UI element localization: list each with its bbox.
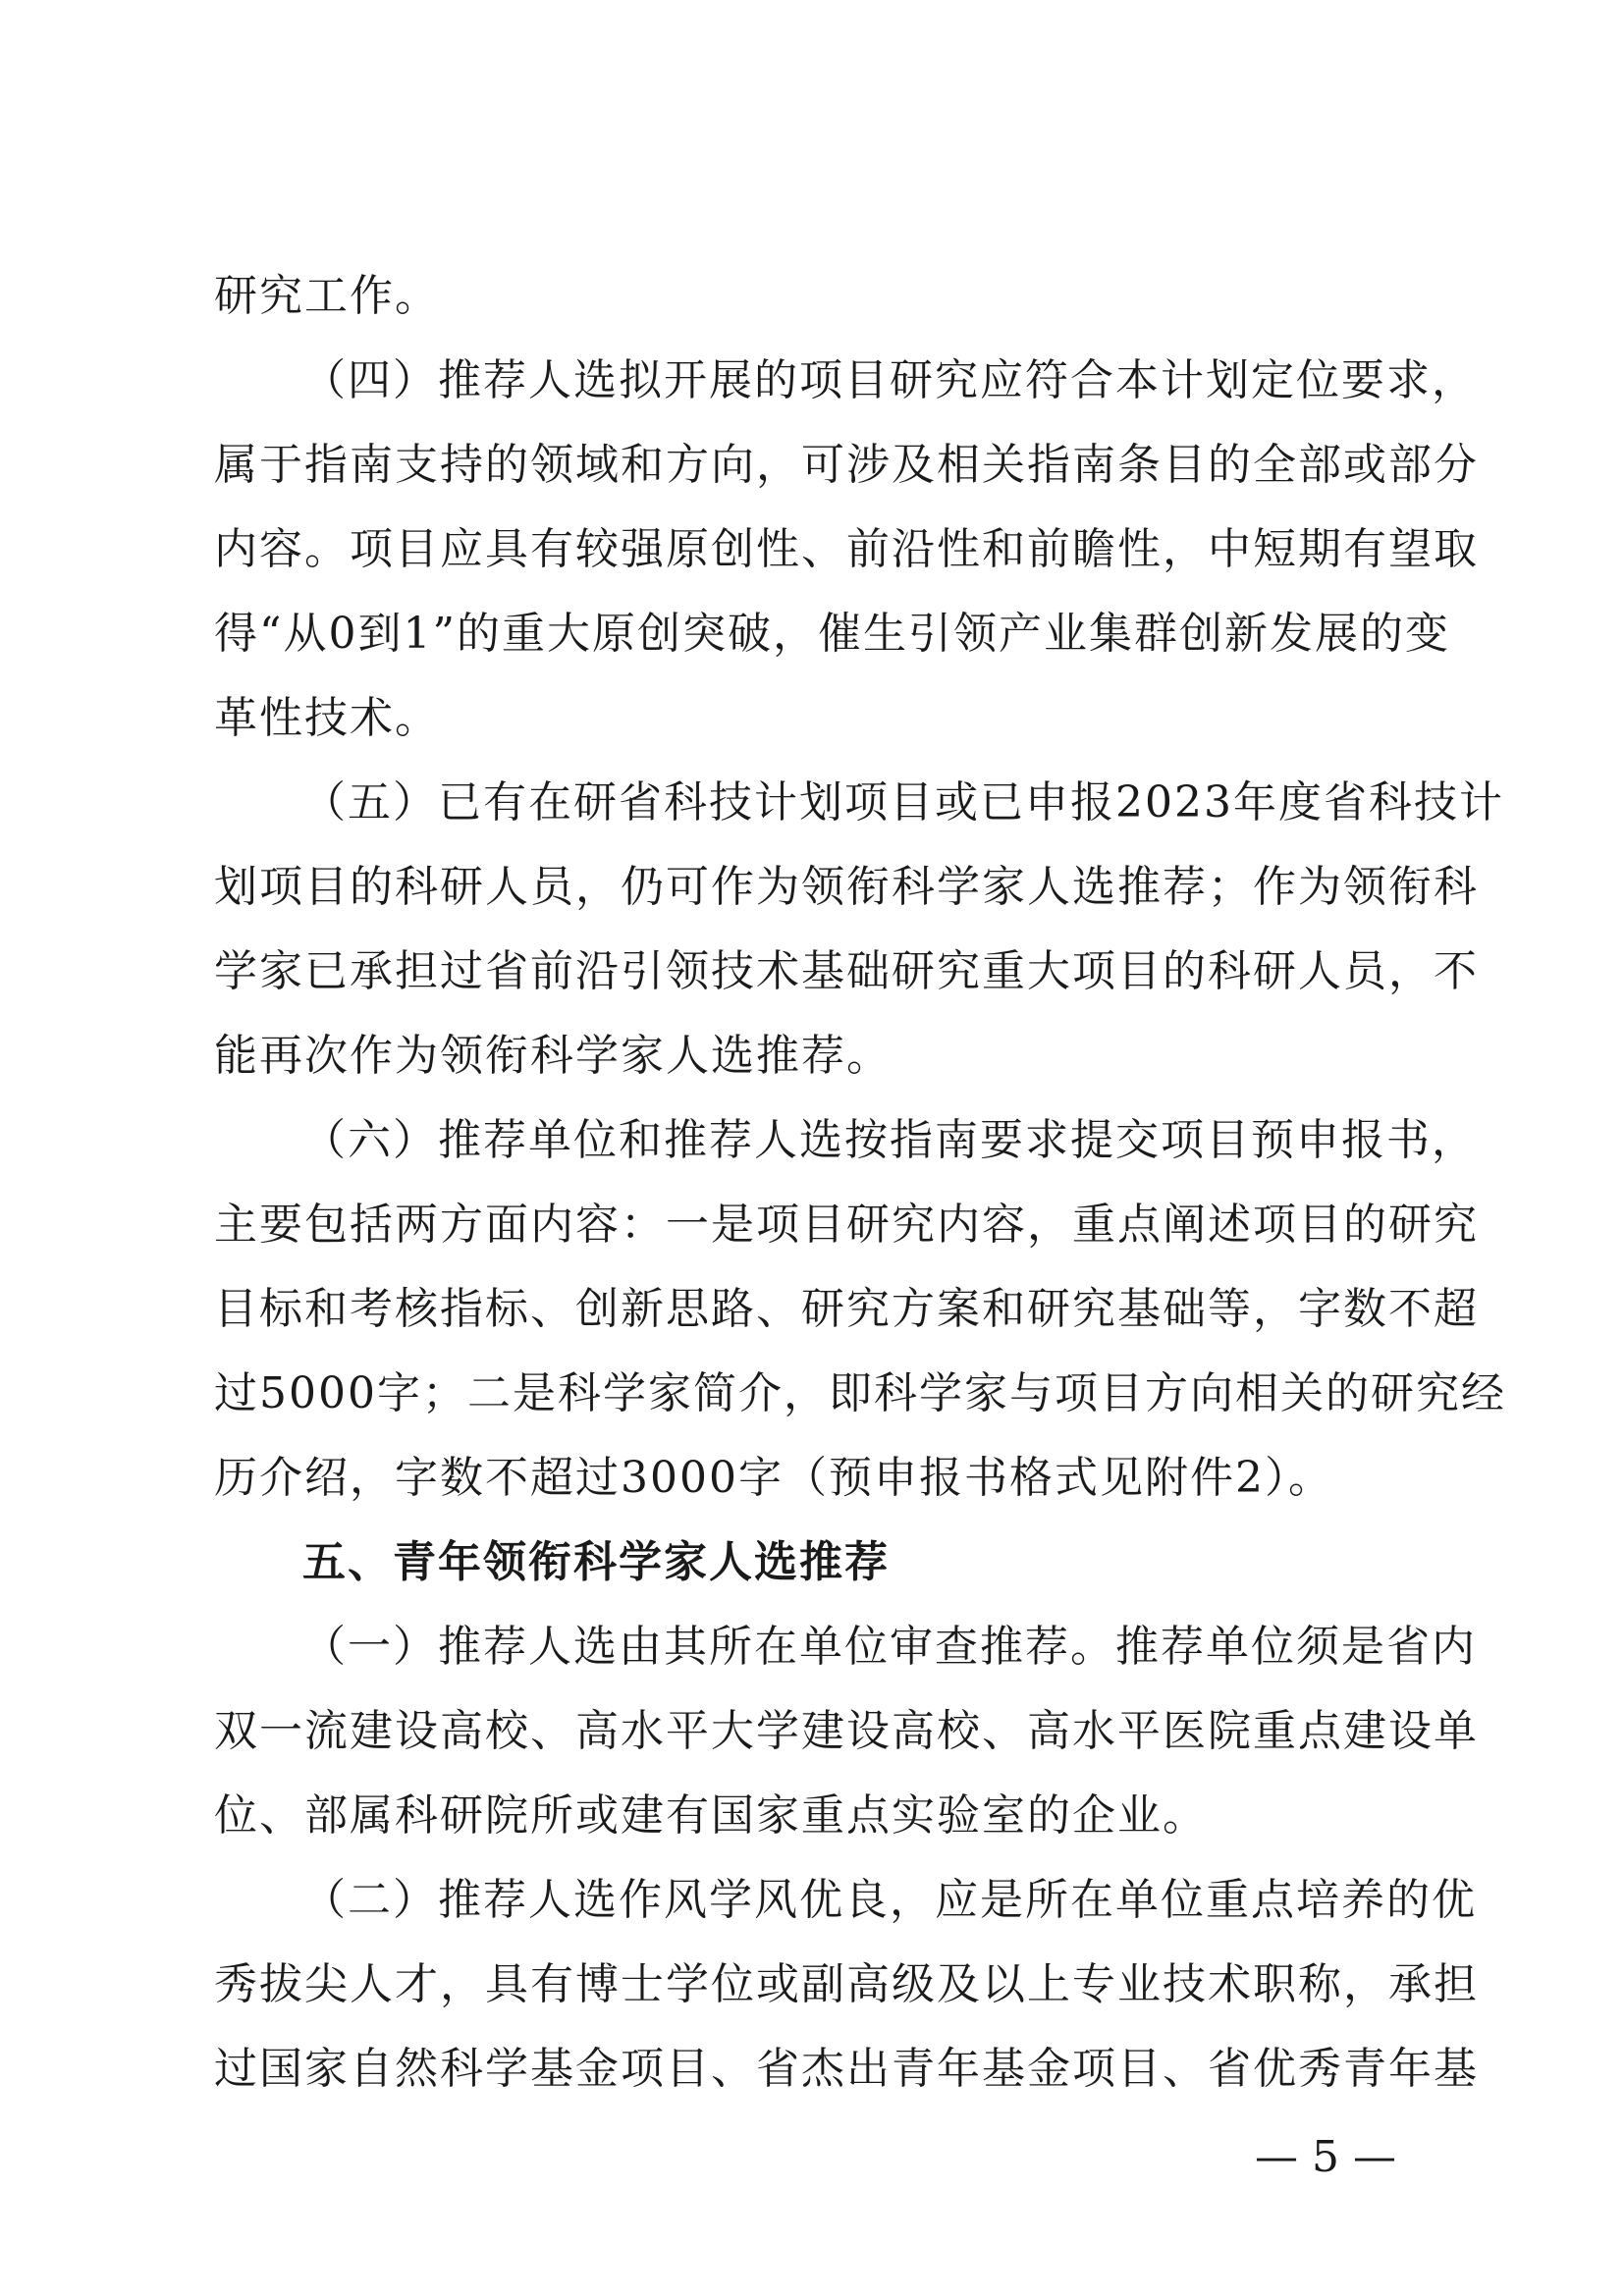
text-line: 能再次作为领衔科学家人选推荐。 (214, 1031, 892, 1081)
page-number: — 5 — (1255, 2132, 1396, 2182)
text-line: 得“从0到1”的重大原创突破，催生引领产业集群创新发展的变 (214, 609, 1450, 659)
section-heading: 五、青年领衔科学家人选推荐 (302, 1537, 890, 1587)
text-line: 主要包括两方面内容：一是项目研究内容，重点阐述项目的研究 (214, 1200, 1479, 1250)
text-line: （四）推荐人选拟开展的项目研究应符合本计划定位要求， (302, 355, 1477, 405)
text-line: 属于指南支持的领域和方向，可涉及相关指南条目的全部或部分 (214, 440, 1479, 490)
text-line: 双一流建设高校、高水平大学建设高校、高水平医院重点建设单 (214, 1706, 1479, 1756)
text-line: 过5000字；二是科学家简介，即科学家与项目方向相关的研究经 (214, 1368, 1506, 1418)
text-line: 过国家自然科学基金项目、省杰出青年基金项目、省优秀青年基 (214, 2044, 1479, 2094)
text-line: （一）推荐人选由其所在单位审查推荐。推荐单位须是省内 (302, 1622, 1477, 1672)
text-line: （二）推荐人选作风学风优良，应是所在单位重点培养的优 (302, 1875, 1477, 1925)
text-line: 目标和考核指标、创新思路、研究方案和研究基础等，字数不超 (214, 1284, 1479, 1334)
text-line: 革性技术。 (214, 693, 440, 743)
text-line: 秀拔尖人才，具有博士学位或副高级及以上专业技术职称，承担 (214, 1959, 1479, 2009)
text-line: 历介绍，字数不超过3000字（预申报书格式见附件2）。 (214, 1453, 1333, 1503)
text-line: （六）推荐单位和推荐人选按指南要求提交项目预申报书， (302, 1115, 1477, 1165)
text-line: 研究工作。 (214, 271, 440, 321)
text-line: 学家已承担过省前沿引领技术基础研究重大项目的科研人员，不 (214, 946, 1479, 996)
text-line: 内容。项目应具有较强原创性、前沿性和前瞻性，中短期有望取 (214, 524, 1479, 574)
text-line: 位、部属科研院所或建有国家重点实验室的企业。 (214, 1790, 1208, 1841)
text-line: （五）已有在研省科技计划项目或已申报2023年度省科技计 (302, 777, 1504, 828)
text-line: 划项目的科研人员，仍可作为领衔科学家人选推荐；作为领衔科 (214, 862, 1479, 912)
